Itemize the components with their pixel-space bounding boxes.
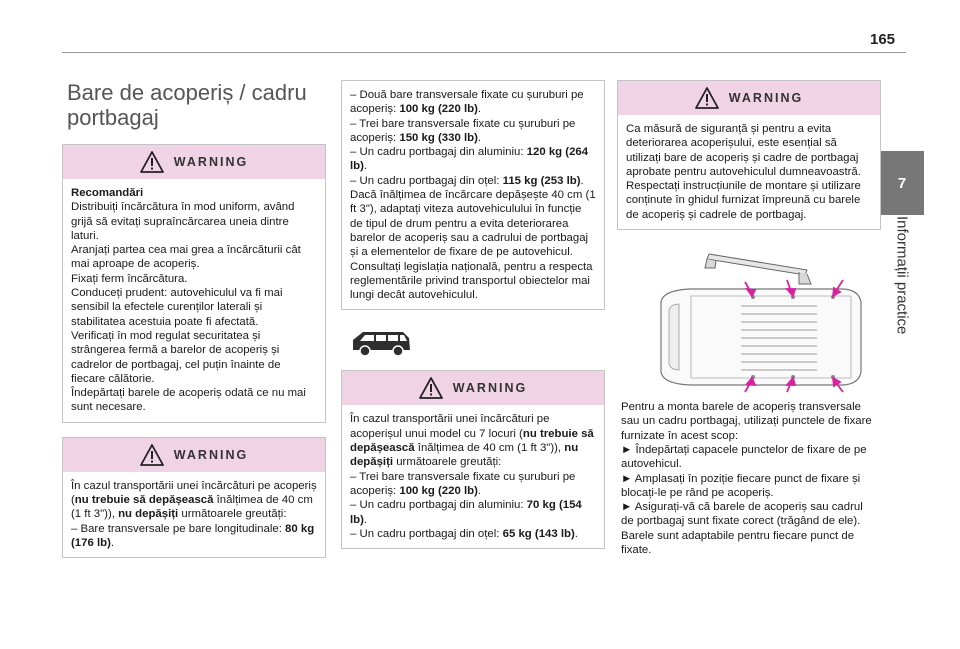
warning-label: WARNING: [173, 447, 249, 462]
warning-triangle-icon: [140, 151, 164, 173]
warning-header: [618, 81, 880, 115]
paragraph: Fixați ferm încărcătura.: [71, 272, 188, 285]
warning-box-recommendations: [62, 144, 326, 423]
car-top-view: [661, 289, 861, 385]
paragraph: Conduceți prudent: autovehiculul va fi mai sensibil la efectele curenților laterali și stabilitatea acestuia poate fi afectată.: [71, 287, 283, 328]
paragraph: În cazul transportării unei încărcături pe acoperiș (nu trebuie să depășească înălțimea de 40 cm (1 ft 3")), nu depășiți următoarele greutăți:: [71, 479, 317, 521]
warning-triangle-icon: [419, 377, 443, 399]
paragraph: În cazul transportării unei încărcături pe acoperișul unui model cu 7 locuri (nu trebuie să depășească înălțimea de 40 cm (1 ft 3")), nu depășiți următoarele greutăți:: [350, 413, 594, 469]
paragraph: Distribuiți încărcătura în mod uniform, având grijă să evitați supraîncărcarea uneia dintre laturi.: [71, 201, 295, 242]
warning-header: [63, 145, 325, 179]
list-item: – Un cadru portbagaj din aluminiu: 70 kg (154 lb).: [350, 499, 582, 526]
paragraph: Pentru a monta barele de acoperiș transversale sau un cadru portbagaj, utilizați punctele de fixare furnizate în acest scop:: [621, 401, 872, 442]
paragraph: Verificați în mod regulat securitatea și strângerea fermă a barelor de acoperiș și cadrelor de portbagaj, cel puțin înainte de fiecare călătorie.: [71, 329, 281, 385]
paragraph: Consultați legislația națională, pentru a respecta reglementările privind transportul obiectelor mai lungi decât autovehiculul.: [350, 260, 593, 302]
paragraph: Ca măsură de siguranță și pentru a evita deteriorarea acoperișului, este esențial să utilizați bare de acoperiș și cadre de portbagaj aprobate pentru autovehiculul dumneavoastră.: [626, 123, 861, 178]
info-box-load-limits: [341, 80, 605, 310]
header-rule: [62, 52, 906, 53]
column-left: [62, 80, 326, 572]
list-item: – Trei bare transversale fixate cu șuruburi pe acoperiș: 100 kg (220 lb).: [350, 470, 576, 497]
paragraph: Aranjați partea cea mai grea a încărcăturii cât mai aproape de acoperiș.: [71, 244, 301, 271]
step-item: ► Îndepărtați capacele punctelor de fixare de pe autovehicul.: [621, 443, 867, 471]
step-item: ► Asigurați-vă că barele de acoperiș sau cadrul de portbagaj sunt fixate corect (trăgând de ele).: [621, 501, 863, 528]
chapter-tab[interactable]: [880, 151, 924, 215]
step-item: ► Amplasați în poziție fiecare punct de fixare și blocați-le pe rând pe acoperiș.: [621, 472, 861, 499]
page-title: Bare de acoperiș / cadru portbagaj: [67, 80, 307, 130]
list-item: – Două bare transversale fixate cu șuruburi pe acoperiș: 100 kg (220 lb).: [350, 89, 584, 116]
roof-bar-icon: [705, 254, 811, 284]
warning-box-load-limits: [62, 437, 326, 558]
warning-triangle-icon: [695, 87, 719, 109]
paragraph: Dacă înălțimea de încărcare depășește 40 cm (1 ft 3"), adaptați viteza autovehiculului în funcție de tipul de drum pentru a evita deteriorarea barelor de acoperiș sau a cadrului de portbagaj și a elementelor de fixare de pe autovehicul.: [350, 189, 596, 259]
seven-seat-car-icon: [349, 324, 413, 360]
warning-header: [342, 371, 604, 405]
column-right: [617, 80, 881, 557]
warning-triangle-icon: [140, 444, 164, 466]
paragraph: Barele sunt adaptabile pentru fiecare punct de fixate.: [621, 529, 855, 557]
list-item: – Un cadru portbagaj din oțel: 65 kg (143 lb).: [350, 527, 578, 540]
recommendations-heading: Recomandări: [71, 187, 144, 199]
warning-header: [63, 438, 325, 472]
paragraph: Respectați instrucțiunile de montare și utilizare conținute în ghidul furnizat împreună cu barele de acoperiș și cadrele de portbagaj.: [626, 180, 861, 221]
roof-mounting-points-illustration: [621, 244, 871, 394]
warning-label: WARNING: [452, 381, 528, 396]
warning-label: WARNING: [728, 90, 804, 105]
list-item: – Trei bare transversale fixate cu șuruburi pe acoperiș: 150 kg (330 lb).: [350, 117, 576, 144]
paragraph: Îndepărtați barele de acoperiș odată ce nu mai sunt necesare.: [71, 387, 306, 414]
chapter-number: 7: [897, 174, 907, 192]
warning-box-approved-bars: [617, 80, 881, 230]
list-item: – Un cadru portbagaj din aluminiu: 120 kg (264 lb).: [350, 146, 589, 173]
column-middle: [341, 80, 605, 563]
list-item: – Un cadru portbagaj din oțel: 115 kg (253 lb).: [350, 174, 584, 187]
chapter-label: Informații practice: [893, 216, 911, 335]
mounting-instructions: [617, 400, 881, 557]
page-number: 165: [870, 31, 896, 48]
list-item: – Bare transversale pe bare longitudinale: 80 kg (176 lb).: [71, 522, 315, 549]
warning-box-seven-seats: [341, 370, 605, 549]
warning-label: WARNING: [173, 154, 249, 169]
